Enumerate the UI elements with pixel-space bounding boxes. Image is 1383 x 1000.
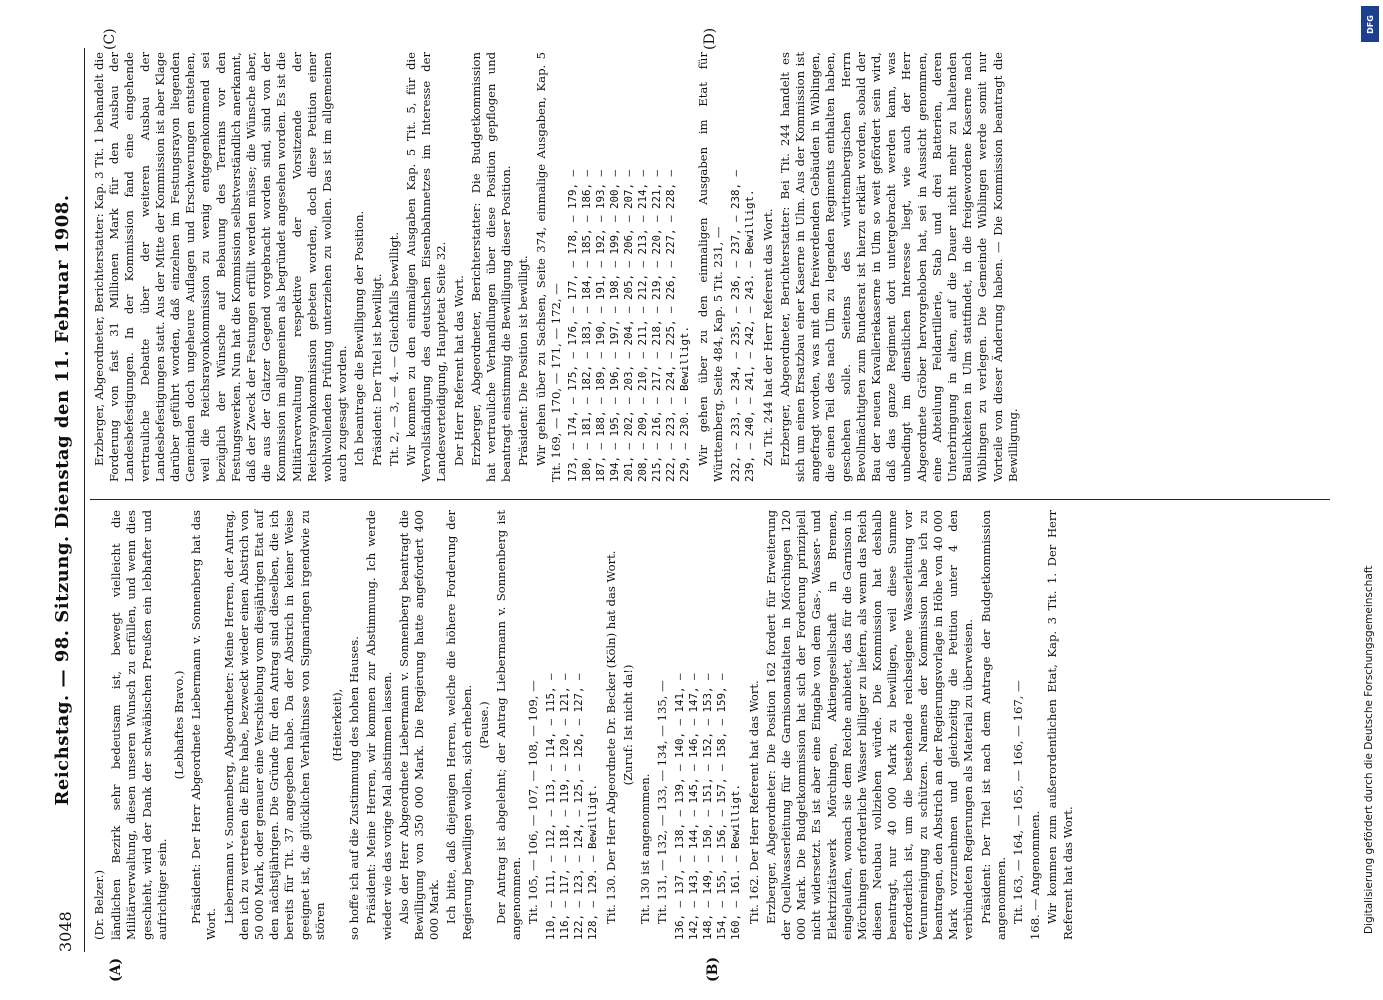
paragraph: so hoffe ich auf die Zustimmung des hohen Hauses. [347,636,362,940]
paragraph: Der Antrag ist abgelehnt; der Antrag Liebermann v. Sonnenberg ist angenommen. [494,510,524,940]
number-row: 187, — 188, — 189, — 190, — 191, — 192, — 193, — [594,169,608,482]
number-row: 239, — 240, — 241, — 242, — 243. — Bewilligt. [742,189,756,482]
paragraph: 168. — Angenommen. [1028,810,1043,940]
paragraph: Präsident: Die Position ist bewilligt. [516,255,531,466]
number-row: 215, — 216, — 217, — 218, — 219, — 220, — 221, — [650,169,664,482]
dfg-logo [1361,6,1379,42]
paragraph: Präsident: Der Titel ist nach dem Antrage der Budgetkommission angenommen. [978,510,1008,940]
paragraph: Ich beantrage die Bewilligung der Position. [352,210,367,466]
number-row: 208, — 209, — 210, — 211, — 212, — 213, — 214, — [636,169,650,482]
left-column [92,510,1078,940]
number-row: 142, — 143, — 144, — 145, — 146, — 147, — [686,673,700,940]
paragraph: Tit. 2, — 3, — 4. — Gleichfalls bewilligt. [386,231,401,466]
paragraph: Tit. 162. Der Herr Referent hat das Wort. [746,680,761,924]
title-number-list [566,52,692,482]
number-row: 116, — 117, — 118, — 119, — 120, — 121, — [557,673,571,940]
margin-marker-a: (A) [108,957,124,982]
number-row: 194, — 195, — 196, — 197, — 198, — 199, — 200, — [608,169,622,482]
stage-direction: (Pause.) [476,701,491,749]
paragraph: Tit. 130. Der Herr Abgeordnete Dr. Becker (Köln) hat das Wort. [603,550,618,924]
title-number-list [729,52,757,482]
column-divider [90,499,1330,500]
paragraph: Wir kommen zu den einmaligen Ausgaben Kap. 5 Tit. 5, für die Vervollständigung des deutschen Eisenbahnnetzes im Interesse der Landesverteidigung, Hauptetat Seite 32. [404,52,449,482]
number-row: 154, — 155, — 156, — 157, — 158, — 159, — [714,673,728,940]
margin-marker-b: (B) [705,956,721,982]
paragraph: Ich bitte, daß diejenigen Herren, welche die höhere Forderung der Regierung bewilligen wollen, sich erheben. [444,510,474,940]
page-number: 3048 [56,911,75,952]
paragraph: Tit. 163, — 164, — 165, — 166, — 167, — [1010,680,1025,924]
number-row: 201, — 202, — 203, — 204, — 205, — 206, — 207, — [622,169,636,482]
number-row: 229, — 230. — Bewilligt. [678,325,692,482]
paragraph: ländlichen Bezirk sehr bedeutsam ist, bewegt vielleicht die Militärverwaltung, diesen unseren Wunsch zu erfüllen, und wenn dies geschieht, wird der Dank der schwäbischen Preußen ein lebhafter und aufrichtiger sein. [109,510,169,940]
dfg-logo-label: DFG [1365,14,1375,34]
paragraph: Tit. 131, — 132, — 133, — 134, — 135, — [655,680,670,924]
number-row: 148, — 149, — 150, — 151, — 152, — 153, — [700,673,714,940]
paragraph: Präsident: Der Herr Abgeordnete Liebermann v. Sonnenberg hat das Wort. [189,510,219,940]
title-number-list [544,510,600,940]
header-rule [84,48,85,952]
paragraph: Liebermann v. Sonnenberg, Abgeordneter: Meine Herren, der Antrag, den ich zu vertreten die Ehre habe, bezweckt wieder einen Abstrich von 50 000 Mark, oder genauer eine Verschiebung vom diesjährigen Etat auf den nächstjährigen. Die Gründe für den Antrag sind dieselben, die ich bereits für Tit. 37 angegeben habe. Da der Abstrich in keiner Weise geeignet ist, die glücklichen Verhältnisse von Sigmaringen irgendwie zu stören [221,510,327,940]
number-row: 136, — 137, — 138, — 139, — 140, — 141, — [672,673,686,940]
title-number-list [673,510,743,940]
paragraph: Erzberger, Abgeordneter, Berichterstatter: Die Budgetkommission hat vertrauliche Verhandlungen über diese Position gepflogen und beantragt einstimmig die Bewilligung dieser Position. [468,52,514,482]
page-header [52,48,82,952]
stage-direction: (Lebhaftes Bravo.) [172,670,187,780]
stage-direction: (Zuruf: Ist nicht da!) [620,664,635,786]
digitization-credit [1361,14,1377,934]
number-row: 232, — 233, — 234, — 235, — 236, — 237, — 238, — [728,169,742,482]
paragraph: Zu Tit. 244 hat der Herr Referent das Wort. [760,208,775,466]
paragraph: Also der Herr Abgeordnete Liebermann v. Sonnenberg beantragt die Bewilligung von 350 000 Mark. Die Regierung hatte angefordert 400 000 Mark. [396,510,442,940]
margin-marker-c: (C) [102,28,118,50]
margin-marker-d: (D) [702,27,718,50]
running-title: Reichstag. — 98. Sitzung. Dienstag den 11. Februar 1908. [52,194,73,806]
paragraph: Erzberger, Abgeordneter, Berichterstatter: Kap. 3 Tit. 1 behandelt die Forderung von fast 31 Millionen Mark für den Ausbau der Landesbefestigungen. In der Kommission fand eine eingehende vertrauliche Debatte über der weiteren Ausbau der Landesbefestigungen statt. Aus der Mitte der Kommission ist aber Klage darüber geführt worden, daß einzelnen im Festungsrayon liegenden Gemeinden doch ungeheure Auflagen und Erschwerungen entstehen, weil die Reichsrayonkommission zu wenig entgegenkommend sei bezüglich der Wünsche auf Bebauung des Terrains vor den Festungswerken. Nun hat die Kommission selbstverständlich anerkannt, daß der Zweck der Festungen erfüllt werden müsse; die Wünsche aber, die aus der Glatzer Gegend vorgebracht worden sind, sind von der Kommission im allgemeinen als begründet angesehen worden. Es ist die Militärverwaltung respektive der Vorsitzende der Reichsrayonkommission gebeten worden, doch diese Petition einer wohlwollenden Prüfung unterziehen zu wollen. Das ist im allgemeinen auch zugesagt worden. [92,52,350,482]
number-row: 222, — 223, — 224, — 225, — 226, — 227, — 228, — [664,169,678,482]
paragraph: Tit. 105, — 106, — 107, — 108, — 109, — [526,680,541,924]
paragraph: Präsident: Meine Herren, wir kommen zur Abstimmung. Ich werde wieder wie das vorige Mal abstimmen lassen. [364,510,394,940]
credit-text: Digitalisierung gefördert durch die Deutsche Forschungsgemeinschaft [1363,565,1375,934]
number-row: 122, — 123, — 124, — 125, — 126, — 127, — [571,673,585,940]
number-row: 160, — 161. — Bewilligt. [728,783,742,940]
paragraph: Tit. 130 ist angenommen. [638,773,653,924]
paragraph: Erzberger, Abgeordneter, Berichterstatter: Bei Tit. 244 handelt es sich um einen Ersatzbau einer Kaserne in Ulm. Aus der Kommission ist angefragt worden, was mit den freiwerdenden Gebäuden in Wiblingen, die einen Teil des nach Ulm zu legenden Regiments enthalten haben, geschehen solle. Seitens des württembergischen Herrn Bevollmächtigten zum Bundesrat ist hierzu erklärt worden, sobald der Bau der neuen Kavalleriekaserne in Ulm so weit gefördert sein wird, daß das ganze Regiment dort untergebracht werden kann, was unbedingt im dienstlichen Interesse liegt, wie auch der Herr Abgeordnete Gröber hervorgehoben hat, sei in Aussicht genommen, eine Abteilung Feldartillerie, Stab und drei Batterien, deren Unterbringung in alten, auf die Dauer nicht mehr zu haltenden Baulichkeiten in Ulm stattfindet, in die freigewordene Kaserne nach Wiblingen zu verlegen. Die Gemeinde Wiblingen werde somit nur Vorteile von dieser Änderung haben. — Die Kommission beantragt die Bewilligung. [777,52,1020,482]
number-row: 110, — 111, — 112, — 113, — 114, — 115, — [543,673,557,940]
number-row: 173, — 174, — 175, — 176, — 177, — 178, — 179, — [566,169,580,482]
paragraph: Wir gehen über zu Sachsen, Seite 374, einmalige Ausgaben, Kap. 5 Tit. 169, — 170, — 171, — 172, — [533,52,563,482]
right-column [92,52,1023,482]
stage-direction: (Heiterkeit), [330,688,345,762]
speaker-note: (Dr. Belzer.) [92,870,106,940]
paragraph: Wir kommen zum außerordentlichen Etat, Kap. 3 Tit. 1. Der Herr Referent hat das Wort. [1045,510,1075,940]
number-row: 180, — 181, — 182, — 183, — 184, — 185, — 186, — [580,169,594,482]
paragraph: Der Herr Referent hat das Wort. [451,275,466,466]
paragraph: Präsident: Der Titel ist bewilligt. [369,273,384,466]
number-row: 128, — 129. — Bewilligt. [585,783,599,940]
paragraph: Erzberger, Abgeordneter: Die Position 162 fordert für Erweiterung der Quellwasserleitung für die Garnisonanstalten in Mörchingen 120 000 Mark. Die Budgetkommission hat sich der Forderung prinzipiell nicht widersetzt. Es ist aber eine Eingabe von dem Gas-, Wasser- und Elektrizitätswerk Mörchingen, Aktiengesellschaft in Bremen, eingelaufen, wonach sie dem Reiche anbietet, das für die Garnison in Mörchingen erforderliche Wasser billiger zu liefern, als wenn das Reich diesen Neubau vollziehen würde. Die Kommission hat deshalb beantragt, nur 40 000 Mark zu bewilligen, weil diese Summe erforderlich ist, um die bestehende reichseigene Wasserleitung vor Verunreinigung zu schützen. Namens der Kommission habe ich zu beantragen, den Abstrich an der Regierungsvorlage in Höhe von 40 000 Mark vorzunehmen und gleichzeitig die Petition unter 4 den verbündeten Regierungen als Material zu überweisen. [763,510,976,940]
paragraph: Wir gehen über zu den einmaligen Ausgaben im Etat für Württemberg, Seite 484, Kap. 5 Tit. 231, — [696,52,726,482]
